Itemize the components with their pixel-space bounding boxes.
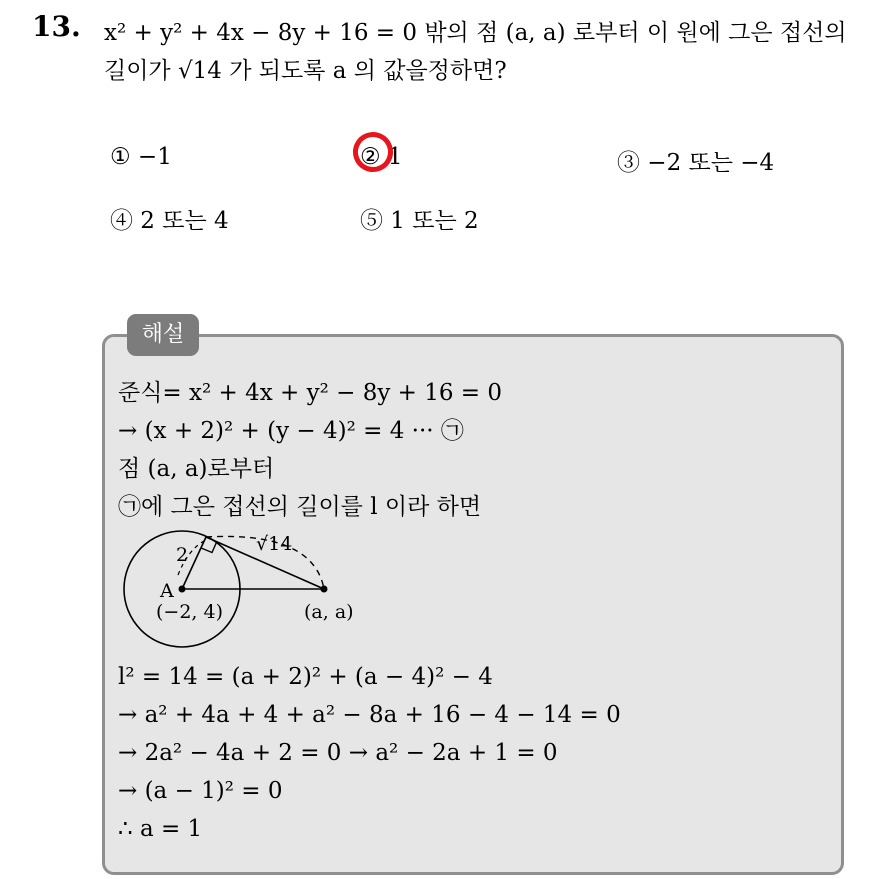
choice-3[interactable]: ③ −2 또는 −4 [617,150,775,176]
choice-5[interactable]: ⑤ 1 또는 2 [360,208,479,234]
solution-tag: 해설 [127,314,199,356]
solution-line-5: l² = 14 = (a + 2)² + (a − 4)² − 4 [118,664,493,690]
solution-line-8: → (a − 1)² = 0 [118,778,283,804]
tangent-length-label: √14 [256,533,293,555]
tangent-figure [118,525,378,655]
radius-label: 2 [176,544,189,566]
question-number: 13. [32,10,81,43]
choice-1[interactable]: ① −1 [110,144,172,170]
solution-line-9: ∴ a = 1 [118,816,203,842]
solution-line-3: 점 (a, a)로부터 [118,456,275,482]
solution-line-7: → 2a² − 4a + 2 = 0 → a² − 2a + 1 = 0 [118,740,558,766]
solution-line-1: 준식= x² + 4x + y² − 8y + 16 = 0 [118,380,503,406]
question-text-line-2: 길이가 √14 가 되도록 a 의 값을정하면? [104,58,507,84]
center-label: A [160,580,174,602]
center-coords-label: (−2, 4) [156,601,224,623]
center-dot [179,586,186,593]
choice-2[interactable]: ② 1 [360,144,403,170]
point-dot [321,586,328,593]
solution-line-6: → a² + 4a + 4 + a² − 8a + 16 − 4 − 14 = 0 [118,702,621,728]
point-label: (a, a) [304,601,354,623]
solution-line-2: → (x + 2)² + (y − 4)² = 4 ··· ㉠ [118,418,464,444]
choice-4[interactable]: ④ 2 또는 4 [110,208,229,234]
solution-line-4: ㉠에 그은 접선의 길이를 l 이라 하면 [118,494,482,520]
question-text-line-1: x² + y² + 4x − 8y + 16 = 0 밖의 점 (a, a) 로부터 이 원에 그은 접선의 [104,20,847,46]
